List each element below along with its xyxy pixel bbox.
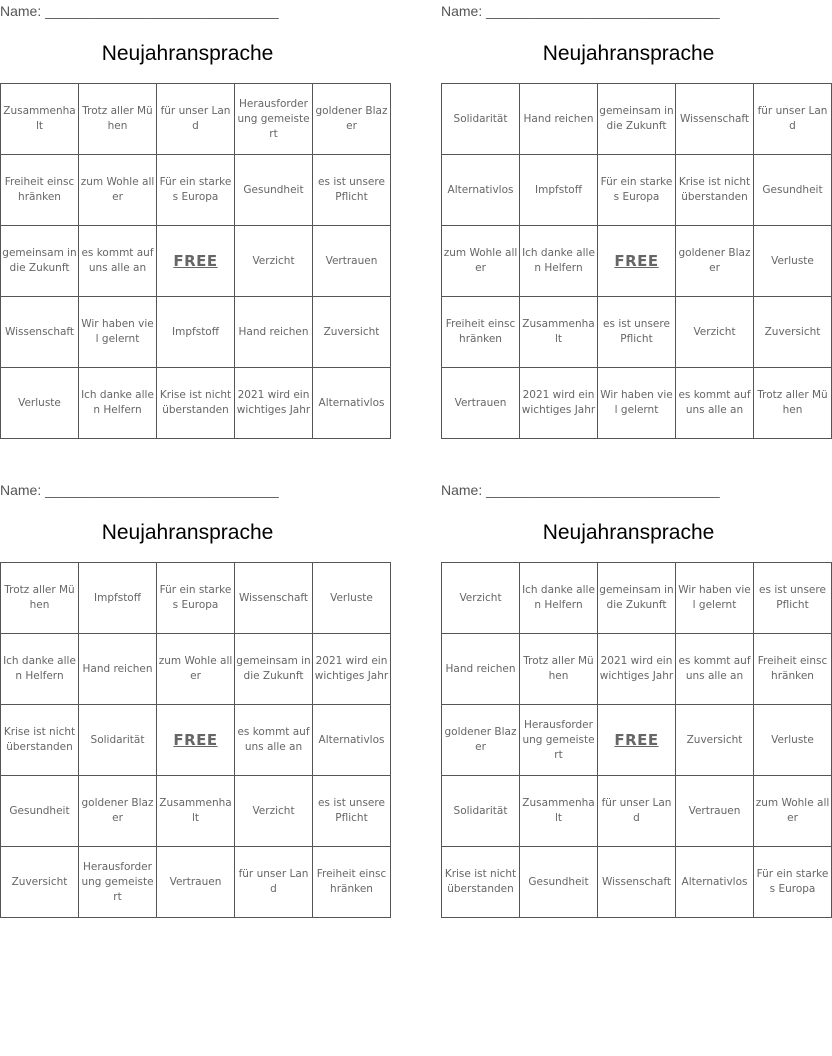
bingo-cell: Krise ist nicht überstanden bbox=[676, 155, 754, 226]
bingo-cell: für unser Land bbox=[598, 776, 676, 847]
bingo-cell: Krise ist nicht überstanden bbox=[157, 368, 235, 439]
bingo-cell: Hand reichen bbox=[79, 634, 157, 705]
bingo-cell: Wissenschaft bbox=[235, 563, 313, 634]
bingo-grid bbox=[0, 562, 391, 918]
bingo-cell: Hand reichen bbox=[235, 297, 313, 368]
bingo-cell: Herausforderung gemeistert bbox=[520, 705, 598, 776]
bingo-cell: Krise ist nicht überstanden bbox=[1, 705, 79, 776]
bingo-cell: es ist unsere Pflicht bbox=[598, 297, 676, 368]
bingo-cell: zum Wohle aller bbox=[442, 226, 520, 297]
bingo-cell: Wir haben viel gelernt bbox=[598, 368, 676, 439]
card-title: Neujahransprache bbox=[542, 521, 715, 544]
bingo-cell: Alternativlos bbox=[313, 368, 391, 439]
bingo-cell: Ich danke allen Helfern bbox=[79, 368, 157, 439]
bingo-cell: goldener Blazer bbox=[79, 776, 157, 847]
bingo-cell: Wissenschaft bbox=[1, 297, 79, 368]
bingo-cell: für unser Land bbox=[754, 84, 832, 155]
bingo-row bbox=[1, 563, 391, 634]
bingo-cell: Vertrauen bbox=[313, 226, 391, 297]
bingo-cell: Verluste bbox=[313, 563, 391, 634]
bingo-cell: Wissenschaft bbox=[676, 84, 754, 155]
bingo-cell: Vertrauen bbox=[442, 368, 520, 439]
bingo-cell: Zusammenhalt bbox=[520, 297, 598, 368]
bingo-cell: 2021 wird ein wichtiges Jahr bbox=[235, 368, 313, 439]
bingo-cell: Freiheit einschränken bbox=[1, 155, 79, 226]
bingo-grid bbox=[441, 83, 832, 439]
bingo-cell: Zusammenhalt bbox=[520, 776, 598, 847]
bingo-cell: es kommt auf uns alle an bbox=[79, 226, 157, 297]
bingo-cell: es kommt auf uns alle an bbox=[676, 368, 754, 439]
bingo-row bbox=[442, 776, 832, 847]
free-space-cell: FREE bbox=[598, 226, 676, 297]
bingo-cell: Hand reichen bbox=[442, 634, 520, 705]
bingo-row bbox=[442, 84, 832, 155]
bingo-cell: Ich danke allen Helfern bbox=[520, 226, 598, 297]
bingo-cell: Verluste bbox=[1, 368, 79, 439]
bingo-row bbox=[442, 705, 832, 776]
free-space-cell: FREE bbox=[598, 705, 676, 776]
bingo-cell: Trotz aller Mühen bbox=[520, 634, 598, 705]
bingo-row bbox=[1, 368, 391, 439]
bingo-cell: Wissenschaft bbox=[598, 847, 676, 918]
bingo-cell: goldener Blazer bbox=[676, 226, 754, 297]
bingo-cell: Gesundheit bbox=[235, 155, 313, 226]
bingo-cell: zum Wohle aller bbox=[754, 776, 832, 847]
bingo-cell: es kommt auf uns alle an bbox=[235, 705, 313, 776]
bingo-row bbox=[1, 847, 391, 918]
bingo-row bbox=[442, 155, 832, 226]
bingo-cell: Vertrauen bbox=[157, 847, 235, 918]
bingo-cell: zum Wohle aller bbox=[79, 155, 157, 226]
bingo-cell: 2021 wird ein wichtiges Jahr bbox=[598, 634, 676, 705]
bingo-cell: Für ein starkes Europa bbox=[157, 155, 235, 226]
bingo-row bbox=[442, 634, 832, 705]
bingo-cell: Zusammenhalt bbox=[1, 84, 79, 155]
bingo-cell: Zuversicht bbox=[1, 847, 79, 918]
bingo-cell: Freiheit einschränken bbox=[313, 847, 391, 918]
name-field-line: Name: ______________________________ bbox=[0, 3, 279, 19]
bingo-row bbox=[1, 226, 391, 297]
bingo-cell: es ist unsere Pflicht bbox=[754, 563, 832, 634]
bingo-row bbox=[442, 297, 832, 368]
bingo-row bbox=[1, 155, 391, 226]
bingo-cell: Verzicht bbox=[676, 297, 754, 368]
bingo-cell: für unser Land bbox=[235, 847, 313, 918]
name-field-line: Name: ______________________________ bbox=[441, 3, 720, 19]
bingo-row bbox=[442, 226, 832, 297]
bingo-cell: Trotz aller Mühen bbox=[754, 368, 832, 439]
bingo-cell: Gesundheit bbox=[520, 847, 598, 918]
free-space-cell: FREE bbox=[157, 226, 235, 297]
name-field-line: Name: ______________________________ bbox=[0, 482, 279, 498]
card-title: Neujahransprache bbox=[542, 42, 715, 65]
bingo-cell: Alternativlos bbox=[313, 705, 391, 776]
bingo-cell: Freiheit einschränken bbox=[442, 297, 520, 368]
bingo-cell: gemeinsam in die Zukunft bbox=[1, 226, 79, 297]
bingo-cell: Zusammenhalt bbox=[157, 776, 235, 847]
bingo-row bbox=[442, 563, 832, 634]
bingo-row bbox=[1, 776, 391, 847]
bingo-cell: Impfstoff bbox=[157, 297, 235, 368]
name-field-line: Name: ______________________________ bbox=[441, 482, 720, 498]
bingo-cell: goldener Blazer bbox=[313, 84, 391, 155]
bingo-cell: für unser Land bbox=[157, 84, 235, 155]
bingo-cell: goldener Blazer bbox=[442, 705, 520, 776]
bingo-cell: Vertrauen bbox=[676, 776, 754, 847]
bingo-cell: Ich danke allen Helfern bbox=[1, 634, 79, 705]
bingo-grid bbox=[0, 83, 391, 439]
bingo-cell: gemeinsam in die Zukunft bbox=[598, 563, 676, 634]
bingo-cell: Wir haben viel gelernt bbox=[79, 297, 157, 368]
bingo-cell: Freiheit einschränken bbox=[754, 634, 832, 705]
bingo-cell: es ist unsere Pflicht bbox=[313, 155, 391, 226]
bingo-cell: zum Wohle aller bbox=[157, 634, 235, 705]
free-space-cell: FREE bbox=[157, 705, 235, 776]
bingo-cell: Impfstoff bbox=[520, 155, 598, 226]
bingo-cell: Verzicht bbox=[442, 563, 520, 634]
bingo-cell: Gesundheit bbox=[754, 155, 832, 226]
bingo-cell: Ich danke allen Helfern bbox=[520, 563, 598, 634]
bingo-row bbox=[442, 847, 832, 918]
bingo-cell: es kommt auf uns alle an bbox=[676, 634, 754, 705]
bingo-cell: Zuversicht bbox=[754, 297, 832, 368]
card-title: Neujahransprache bbox=[101, 42, 274, 65]
bingo-cell: Verzicht bbox=[235, 776, 313, 847]
bingo-cell: 2021 wird ein wichtiges Jahr bbox=[520, 368, 598, 439]
bingo-cell: Für ein starkes Europa bbox=[157, 563, 235, 634]
bingo-cell: Hand reichen bbox=[520, 84, 598, 155]
bingo-row bbox=[1, 84, 391, 155]
bingo-cell: Für ein starkes Europa bbox=[598, 155, 676, 226]
bingo-cell: Zuversicht bbox=[676, 705, 754, 776]
bingo-cell: Alternativlos bbox=[676, 847, 754, 918]
bingo-cell: Gesundheit bbox=[1, 776, 79, 847]
bingo-cell: Trotz aller Mühen bbox=[1, 563, 79, 634]
bingo-cell: Solidarität bbox=[79, 705, 157, 776]
bingo-cell: gemeinsam in die Zukunft bbox=[598, 84, 676, 155]
bingo-cell: Krise ist nicht überstanden bbox=[442, 847, 520, 918]
bingo-cell: Solidarität bbox=[442, 776, 520, 847]
bingo-row bbox=[1, 634, 391, 705]
bingo-cell: Solidarität bbox=[442, 84, 520, 155]
bingo-row bbox=[442, 368, 832, 439]
bingo-cell: Verluste bbox=[754, 226, 832, 297]
bingo-cell: Verzicht bbox=[235, 226, 313, 297]
bingo-cell: es ist unsere Pflicht bbox=[313, 776, 391, 847]
card-title: Neujahransprache bbox=[101, 521, 274, 544]
bingo-cell: Impfstoff bbox=[79, 563, 157, 634]
bingo-grid bbox=[441, 562, 832, 918]
bingo-cell: 2021 wird ein wichtiges Jahr bbox=[313, 634, 391, 705]
bingo-cell: Herausforderung gemeistert bbox=[79, 847, 157, 918]
bingo-cell: Zuversicht bbox=[313, 297, 391, 368]
bingo-cell: Für ein starkes Europa bbox=[754, 847, 832, 918]
bingo-cell: Trotz aller Mühen bbox=[79, 84, 157, 155]
bingo-cell: Wir haben viel gelernt bbox=[676, 563, 754, 634]
bingo-cell: Herausforderung gemeistert bbox=[235, 84, 313, 155]
bingo-cell: Alternativlos bbox=[442, 155, 520, 226]
bingo-cell: gemeinsam in die Zukunft bbox=[235, 634, 313, 705]
bingo-cell: Verluste bbox=[754, 705, 832, 776]
bingo-row bbox=[1, 705, 391, 776]
bingo-row bbox=[1, 297, 391, 368]
